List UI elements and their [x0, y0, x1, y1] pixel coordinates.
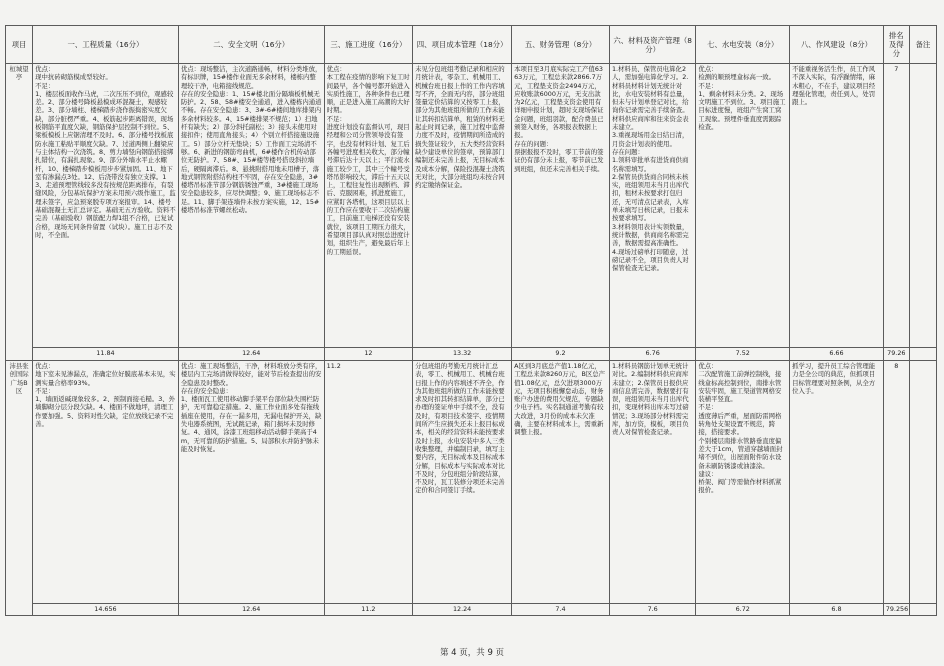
header-finance: 五、财务管理（8分） — [512, 26, 610, 64]
table-row — [6, 361, 937, 604]
score-finance: 7.4 — [512, 604, 610, 616]
finance-cell: A区到3月底总产值1.18亿元，工程总来款8260万元，B区总产值1.08亿元，总欠进项3000万元，无项目积极懈怠动态，财务账户办进的费用欠规范，专题缺少电子档。实名制通道考勤有较大改进，3月份的成本未欠准确，主要在材料成本上，需重新调整上报。 — [512, 361, 610, 604]
conduct-cell: 抓学习，提升员工综合管理能力是全公司的典范，但抓项目目标管理要对照条例，从全方位入手。 — [790, 361, 884, 604]
header-project: 项目 — [6, 26, 33, 64]
safety-cell: 优点：现场整洁，主次道路通畅，材料分类堆放，有标识牌，15#楼作业面无多余材料，楼栋内整理较干净，电箱接线规范。 存在的安全隐患：1、15#楼北面分隔墙板机械无防护。2、58、58#楼安全通道，进入楼栋内通道不畅。存在安全隐患：3、3#-6#楼间地库排架内多余材料较多。4、15#楼排架不规范；1）扫地杆有缺失；2）部分斜托副松；3）接头未使用对接扣件；使用直角接头；4）个别立杆搭接施设施工。5）部分立杆无垫块；5）工作面工完场清不够。6、新进的钢筋弯曲机，6#楼作合机传动部位无防护。7、58#、15#楼等楼号搭设斜拉墙后，硬隔离滞后。8、悬挑附搭用地未用槽子，落地式钢管附搭结构柱不牢固，存在安全隐患，3#楼塔吊标准节部分钢筋锈蚀严重，3#楼施工现场安全隐患较多，应尽快调整；9、施工现场标志不足。11、脚手架连墙件未按方案实施，12、15#楼塔吊标准节螺丝松动。 — [178, 64, 324, 348]
remark-cell — [909, 64, 936, 348]
safety-cell: 优点：施工现场整洁，干净，材料堆放分类有序，楼层内工完场清做得较好，能对节后检查提出的安全隐患及时整改。 存在的安全隐患： 1、楼面瓦工使用移动脚手架平台部位缺失围栏防护，无可靠稳定措施。2、施工作业面多处有拖线插座在使用，存在一漏多用，无漏电保护开关，缺失电器系统图，无试跳记录，箱门损坏未及时修复。4、通风，涂漆工班组移动活动脚手架高于4m，无可靠的防护措施。5、局部积水并防护脉未能及时恢复。 — [178, 361, 324, 604]
score-row — [6, 348, 937, 361]
score-materials: 6.76 — [609, 348, 695, 361]
header-progress: 三、施工进度（16分） — [324, 26, 413, 64]
progress-cell: 11.2 — [324, 361, 413, 604]
score-cost: 13.32 — [413, 348, 512, 361]
conduct-cell: 不能重视务活生作，员工作风不深入实际，有浮躁情绪，麻木粗心，不在手，建议项目经理强化管理，责任到人，处罚跟上。 — [790, 64, 884, 348]
score-mep: 6.72 — [696, 604, 790, 616]
project-name: 沛县张创国际广场B区 — [6, 361, 33, 616]
rank-cell: 7 — [883, 64, 909, 348]
remark-cell — [909, 361, 936, 604]
score-cost: 12.24 — [413, 604, 512, 616]
mep-cell: 优点： 二次配管施工前弹控制线，接线盒标高控制到位，南排水管安装牢固，施工渠道管网格安装横平竖直。 不足： 透度薄后严重，屋面防雷网格转角处支架设置不规范，跨接，搭接要求。 个别楼层南排水管路垂直度偏差大于1cm，管道穿越墙面封堵不到位，出屋面附件防水设备未刷防锈漆或油漆涂。 建议： 桥架、阀门等需做作材料抓紧报价。 — [696, 361, 790, 604]
score-mep: 7.52 — [696, 348, 790, 361]
rank-cell: 8 — [883, 361, 909, 604]
project-name: 桓城望亭 — [6, 64, 33, 361]
score-quality: 14.656 — [33, 604, 179, 616]
score-quality: 11.84 — [33, 348, 179, 361]
score-remark — [909, 604, 936, 616]
score-progress: 12 — [324, 348, 413, 361]
score-safety: 12.64 — [178, 604, 324, 616]
score-safety: 12.64 — [178, 348, 324, 361]
score-finance: 9.2 — [512, 348, 610, 361]
header-cost: 四、项目成本管理（18分） — [413, 26, 512, 64]
evaluation-table — [5, 25, 937, 616]
mep-cell: 优点： 检测的顺预埋盒标高一致。 不足： 1、剩余材料未分类。2、现场文明施工不到位。3、项目施工目标进度慢，班组产生窝工窝工现象。预埋件垂直度需跟踪检查。 — [696, 64, 790, 348]
finance-cell: 本项目至3月底实际完工产值6363万元，工程总来款2866.7万元，工程垫支资金2494万元，应收账款6000万元，无支出款为2亿元，工程垫支资金使用有详细申报计划，超时支现场保证金问题，班组羽款，配合费虽已颁签入财务，各项报表数据上报。 存在的问题： 票据报报不及时，零工节前的签证仍有部分未上报，零节前已发到班组，但还未完善相关手续。 — [512, 64, 610, 348]
score-conduct: 6.8 — [790, 604, 884, 616]
materials-cell: 1.材料员钢筋计划单无统计对比。2.编制材料供应商库未建立；2.保管员日报供应商信息需完善，数据要打有误，班组领用未当月出库代扣，变现材料出库未写过磅情况；3.现场部分材料需完库，加方资，模板，项目负责人对保管检查记录。 — [609, 361, 695, 604]
page-number: 第 4 页，共 9 页 — [439, 648, 505, 658]
score-remark — [909, 348, 936, 361]
score-row — [6, 604, 937, 616]
header-row — [6, 26, 937, 64]
header-materials: 六、材料及资产管理（8分） — [609, 26, 695, 64]
score-progress: 11.2 — [324, 604, 413, 616]
header-quality: 一、工程质量（16分） — [33, 26, 179, 64]
score-conduct: 6.66 — [790, 348, 884, 361]
table-row — [6, 64, 937, 348]
header-rank: 排名及得分 — [883, 26, 909, 64]
cost-cell: 未见分包班组考勤记录和相应的月统计表，零杂工、机械用工、机械台班日报上作的工作内容填写不齐，全面无内容，部分班组签量定价结算的又按零工上报，部分为其他班组所做的工作未能让其转扣结算单，租赁的材料无起止时间记录，施工过程中监督力度不及时，疫情期间所造成的损失签证较少，五大类经营资料缺少建设单位的签章，预算部门编制还未完善上报，无目标成本及成本分解，保险投混凝土浇筑无对比，大部分班组均未按合同约定缴纳保证金。 — [413, 64, 512, 348]
cost-cell: 分包班组的考勤无月统计汇总表，零工、机械用工、机械台班日报上作的内容填述不齐全，作为其他班组所做的工作未能按要求及时扣其转扣结算单，部分已办理的签证单中手续不全，没有及时，有项目技术签字、疫情期间所产生应损失还未上报目标成本，相关的经营资料未能按要求及时上报，水电安装中多人三类收集整理，并编制目录，填写主要内容，无目标成本及目标成本分解，目标成本与实际成本对比不及时，分包班组分阶段结算，不及时，瓦工装修分项还未完善定价和合同签订手续。 — [413, 361, 512, 604]
header-remark: 备注 — [909, 26, 936, 64]
header-mep: 七、水电安装（8分） — [696, 26, 790, 64]
materials-cell: 1.材料员、保管员电算化2人，需加强电算化学习。2.材料员材料计划无统计对比，水电安装材料有总量，但未与计划单登记对比，给询你记录需完善手续备查。材料供应商库和往来资金表未建立。 3.重视现场用金日结日清，月资金计划表的使用。 存在问题： 1.领料审批单有进货商供商名称需填写。 2.保管员供货商合同核未核实，班组领用未当月出库代扣，租材未按要求打包归还，无可清点记录表，入库单未填写日核记录，日报未按要求填写。 3.材料领用表计实领数量，统计数据，供商商名称需完善，数据需提高准确性。 4.现场过磅单打印随意，过磅记录不全，项目负责人对保管检查无记录。 — [609, 64, 695, 348]
quality-cell: 优点： 地下室未见渗漏点，准确定位好膜底基本未见，实测实量合格率93%。 不足： 1、墙面返碱现象较多。2、预制面接毛糙。3、外墙脚砌分层分段欠缺。4、楼面不做地坪，清理工作要加强。5、资料对性欠缺，定位放线记录不完善。 — [33, 361, 179, 604]
score-materials: 7.6 — [609, 604, 695, 616]
header-conduct: 八、作风建设（8分） — [790, 26, 884, 64]
quality-cell: 优点： 现中抗砖砌筋模成型较好。 不足： 1、楼层板面收作马虎，二次压压不到位，观感较差。2、部分楼号降板悬模成环混凝土，观感较差。3、部分墙柱、楼梯踏步浇作振捣密实度欠缺，部分脏楞严重。4、板筋起步距离错误，现场板钢筋平直度欠缺，钢筋保护层控制不到位。5、梁板模板上应锯清理不及时。6、部分楼号找板底防水施工粘贴平顺度欠缺。7、过道两侧上翻梁应与主体结构一次浇筑。8、剪力墙竖向钢筋搭接绑扎错位，有漏扎现象。9、部分外墙水平止水螺杆，10、楼梯踏步模板用步步紧加固。11、地下室有渗漏点3处。12、后浇带没有独立支撑。13、走道预埋管线较多没有按规范距离排布，有裂缝风险，分包基坑保护方案未用预六级作施工，监理未签字，应急预案脱专项方案报审。14、楼号基础混凝土无汇总评定。基础无五方验收。资料不完善（基础验收）钢筋配力焊1组不合格，已复试合格，现场无同条件留置（试块）。施工日志不及时，不全面。 — [33, 64, 179, 348]
score-total: 79.256 — [883, 604, 909, 616]
score-total: 79.26 — [883, 348, 909, 361]
header-safety: 二、安全文明（16分） — [178, 26, 324, 64]
progress-cell: 优点： 本工程在疫情的影响下复工时间最早，各个幢号都开始进入实质性施工，各种条件也已理顺，正是进入施工高潮的大好时期。 不足： 进度计划没有监督认可，现目经理和公司分管领导没有签字，也没有材料计划、复工后各幢号进度相关收大，部分幢号滞后达十天以上；平行流水施工较少工，其中三个幢号受塔吊影响较大，滞后十五天以上，工程往复性出现断档、滞后、克服困难，抓进度施工，应紧盯各塔机，这项目层以上的工作应在要收干二次结构施工，目前施工电梯还没有安装就位，该项目工期压力很大，希望项目部认真对照总进度计划，组织生产，避免最后年上的工期延误。 — [324, 64, 413, 348]
